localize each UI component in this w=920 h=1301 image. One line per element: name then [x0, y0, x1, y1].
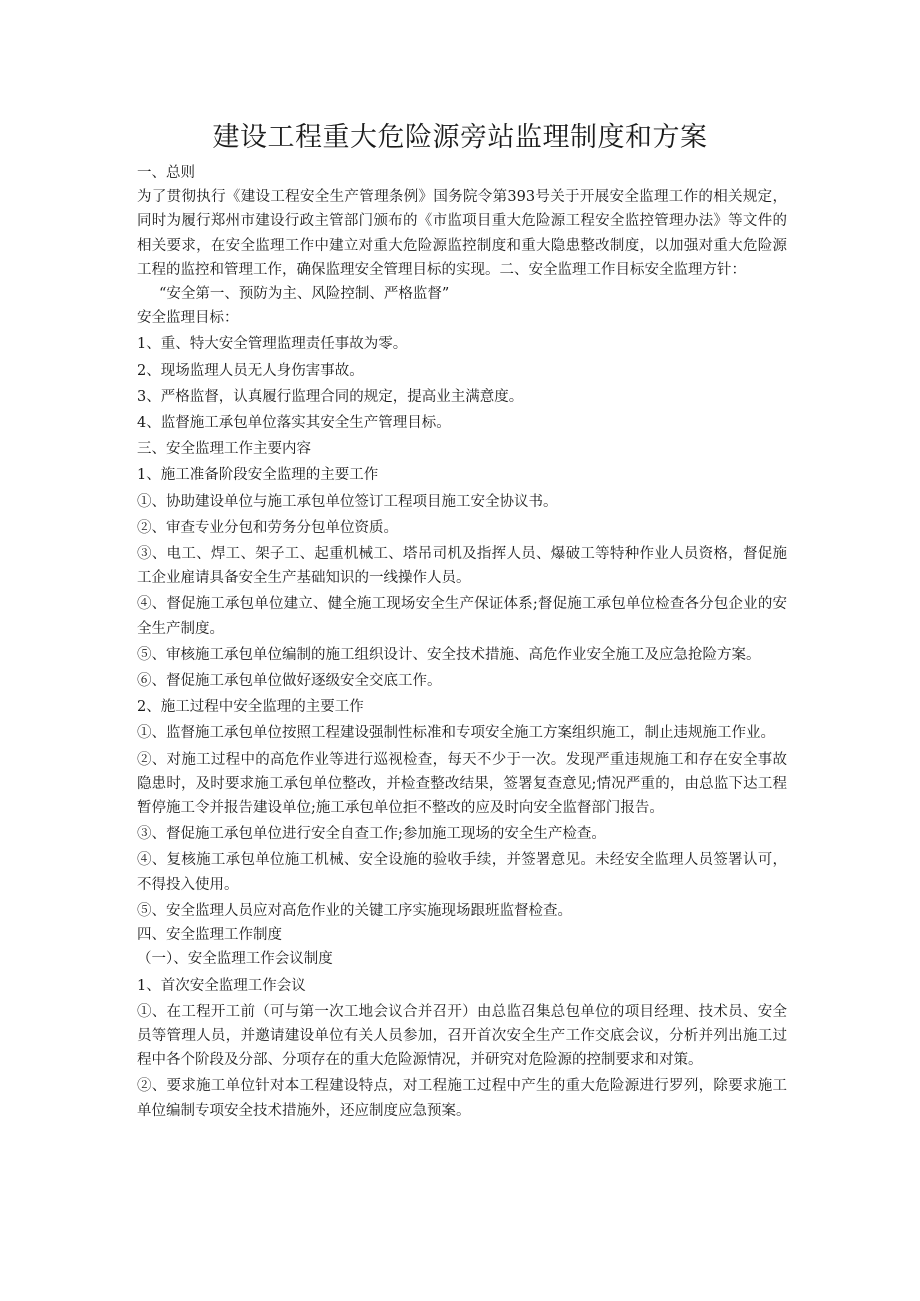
paragraph: 为了贯彻执行《建设工程安全生产管理条例》国务院令第393号关于开展安全监理工作的相关规定，同时为履行郑州市建设行政主管部门颁布的《市监项目重大危险源工程安全监控管理办法》等文件的相关要求，在安全监理工作中建立对重大危险源监控制度和重大隐患整改制度，以加强对重大危险源工程的监控和管理工作，确保监理安全管理目标的实现。二、安全监理工作目标安全监理方针： — [137, 189, 787, 278]
subsection-heading: 2、施工过程中安全监理的主要工作 — [137, 699, 364, 716]
list-item: ②、审查专业分包和劳务分包单位资质。 — [137, 519, 398, 536]
subsection-heading: 1、施工准备阶段安全监理的主要工作 — [137, 467, 379, 484]
list-item: ①、在工程开工前（可与第一次工地会议合并召开）由总监召集总包单位的项目经理、技术员、安全员等管理人员，并邀请建设单位有关人员参加，召开首次安全生产工作交底会议，分析并列出施工过程中各个阶段及分部、分项存在的重大危险源情况，并研究对危险源的控制要求和对策。 — [137, 1003, 787, 1069]
list-item: ④、复核施工承包单位施工机械、安全设施的验收手续，并签署意见。未经安全监理人员签署认可，不得投入使用。 — [137, 852, 787, 893]
section-heading: 一、总则 — [137, 165, 195, 181]
list-item: ⑤、审核施工承包单位编制的施工组织设计、安全技术措施、高危作业安全施工及应急抢险方案。 — [137, 646, 761, 663]
document-body — [137, 161, 787, 1123]
section-heading: 四、安全监理工作制度 — [137, 927, 282, 944]
paragraph: 安全监理目标： — [137, 310, 239, 327]
list-item: 4、监督施工承包单位落实其安全生产管理目标。 — [137, 415, 451, 432]
subsection-heading: （一）、安全监理工作会议制度 — [137, 951, 333, 968]
list-item: ④、督促施工承包单位建立、健全施工现场安全生产保证体系;督促施工承包单位检查各分包企业的安全生产制度。 — [137, 596, 787, 637]
document-title: 建设工程重大危险源旁站监理制度和方案 — [212, 122, 708, 153]
list-item: ①、监督施工承包单位按照工程建设强制性标准和专项安全施工方案组织施工，制止违规施工作业。 — [137, 725, 775, 742]
list-item: ②、对施工过程中的高危作业等进行巡视检查，每天不少于一次。发现严重违规施工和存在安全事故隐患时，及时要求施工承包单位整改，并检查整改结果，签署复查意见;情况严重的，由总监下达工程暂停施工令并报告建设单位;施工承包单位拒不整改的应及时向安全监督部门报告。 — [137, 751, 787, 817]
list-item: ⑥、督促施工承包单位做好逐级安全交底工作。 — [137, 673, 442, 690]
list-item: 1、重、特大安全管理监理责任事故为零。 — [137, 336, 408, 353]
list-item: ⑤、安全监理人员应对高危作业的关键工序实施现场跟班监督检查。 — [137, 902, 572, 919]
list-item: 3、严格监督，认真履行监理合同的规定，提高业主满意度。 — [137, 388, 524, 405]
list-item: ②、要求施工单位针对本工程建设特点，对工程施工过程中产生的重大危险源进行罗列，除要求施工单位编制专项安全技术措施外，还应制度应急预案。 — [137, 1078, 787, 1119]
section-heading: 三、安全监理工作主要内容 — [137, 441, 311, 458]
list-item: 2、现场监理人员无人身伤害事故。 — [137, 362, 364, 379]
subsection-heading: 1、首次安全监理工作会议 — [137, 977, 306, 994]
safety-policy: “安全第一、预防为主、风险控制、严格监督” — [159, 286, 450, 303]
list-item: ③、督促施工承包单位进行安全自查工作;参加施工现场的安全生产检查。 — [137, 826, 606, 843]
list-item: ①、协助建设单位与施工承包单位签订工程项目施工安全协议书。 — [137, 493, 558, 510]
list-item: ③、电工、焊工、架子工、起重机械工、塔吊司机及指挥人员、爆破工等特种作业人员资格，督促施工企业雇请具备安全生产基础知识的一线操作人员。 — [137, 546, 787, 587]
